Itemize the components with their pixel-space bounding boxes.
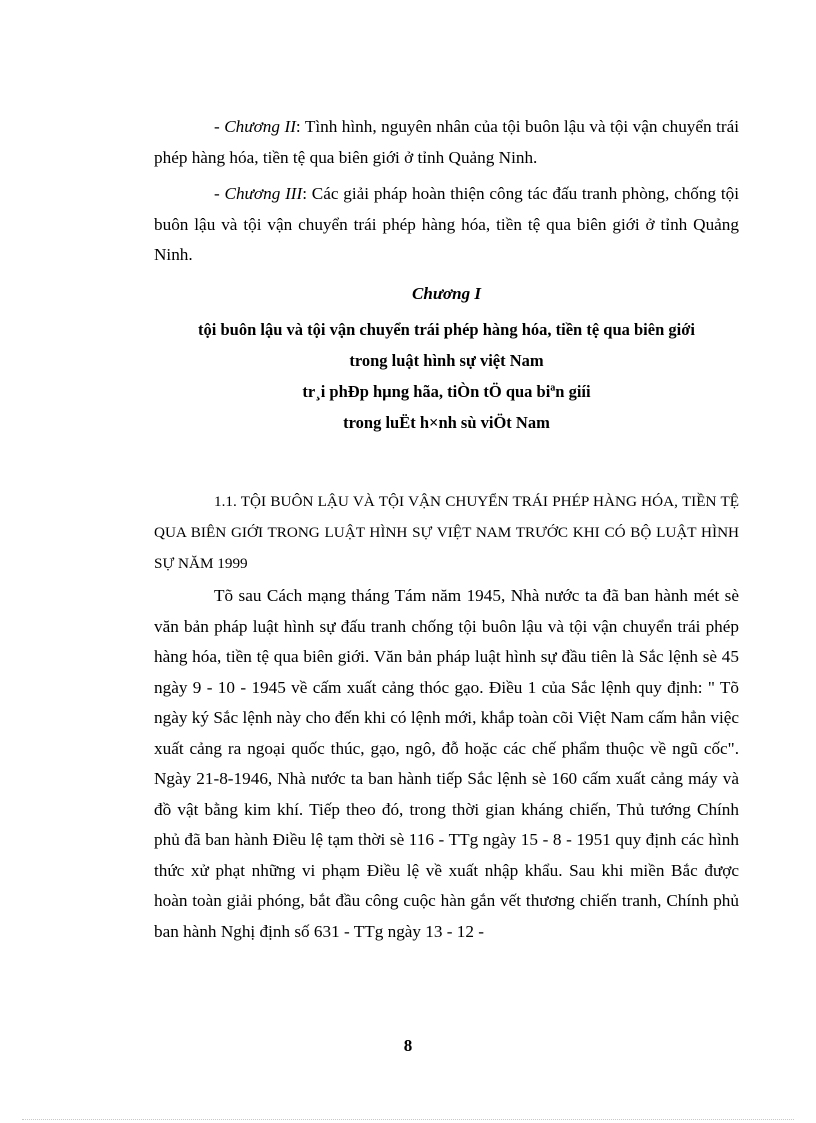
chapter-iii-label: Chương III: [224, 184, 303, 203]
chapter-iii-item: [154, 179, 739, 271]
garbled-heading-line1: tr¸i phÐp hµng hãa, tiÒn tÖ qua biªn giíi: [302, 382, 591, 401]
chapter-ii-text: : Tình hình, nguyên nhân của tội buôn lậu và tội vận chuyển trái phép hàng hóa, tiền tệ qua biên giới ở tỉnh Quảng Ninh.: [154, 117, 739, 167]
page-number: 8: [403, 1036, 413, 1055]
garbled-heading-line2: trong luËt h×nh sù viÖt Nam: [343, 413, 550, 432]
chapter-heading-block: [154, 278, 739, 438]
section-body: Tõ sau Cách mạng tháng Tám năm 1945, Nhà nước ta đã ban hành mét sè văn bản pháp luật hình sự đấu tranh chống tội buôn lậu và tội vận chuyển trái phép hàng hóa, tiền tệ qua biên giới. Văn bản pháp luật hình sự đầu tiên là Sắc lệnh sè 45 ngày 9 - 10 - 1945 về cấm xuất cảng thóc gạo. Điều 1 của Sắc lệnh quy định: " Tõ ngày ký Sắc lệnh này cho đến khi có lệnh mới, khắp toàn cõi Việt Nam cấm hẳn việc xuất cảng ra ngoại quốc thúc, gạo, ngô, đỗ hoặc các chế phẩm thuộc về ngũ cốc". Ngày 21-8-1946, Nhà nước ta ban hành tiếp Sắc lệnh sè 160 cấm xuất cảng máy và đồ vật bằng kim khí. Tiếp theo đó, trong thời gian kháng chiến, Thủ tướng Chính phủ đã ban hành Điều lệ tạm thời sè 116 - TTg ngày 15 - 8 - 1951 quy định các hình thức xử phạt những vi phạm Điều lệ về xuất nhập khẩu. Sau khi miền Bắc được hoàn toàn giải phóng, bắt đầu công cuộc hàn gắn vết thương chiến tranh, Chính phủ ban hành Nghị định số 631 - TTg ngày 13 - 12 -: [154, 586, 739, 941]
chapter-title: Chương I: [412, 284, 481, 303]
item-prefix: -: [214, 184, 225, 203]
section-heading: 1.1. TỘI BUÔN LẬU VÀ TỘI VẬN CHUYỂN TRÁI PHÉP HÀNG HÓA, TIỀN TỆ QUA BIÊN GIỚI TRONG LUẬT HÌNH SỰ VIỆT NAM TRƯỚC KHI CÓ BỘ LUẬT HÌNH SỰ NĂM 1999: [154, 493, 739, 572]
chapter-list: [154, 112, 739, 271]
chapter-ii-label: Chương II: [224, 117, 296, 136]
chapter-heading-line1: tội buôn lậu và tội vận chuyển trái phép hàng hóa, tiền tệ qua biên giới: [198, 320, 695, 339]
page-bottom-divider: [22, 1119, 794, 1120]
chapter-ii-item: [154, 112, 739, 173]
chapter-heading-line2: trong luật hình sự việt Nam: [349, 351, 544, 370]
section-block: [154, 486, 739, 947]
chapter-iii-text: : Các giải pháp hoàn thiện công tác đấu tranh phòng, chống tội buôn lậu và tội vận chuyển trái phép hàng hóa, tiền tệ qua biên giới ở tỉnh Quảng Ninh.: [154, 184, 739, 264]
item-prefix: -: [214, 117, 225, 136]
